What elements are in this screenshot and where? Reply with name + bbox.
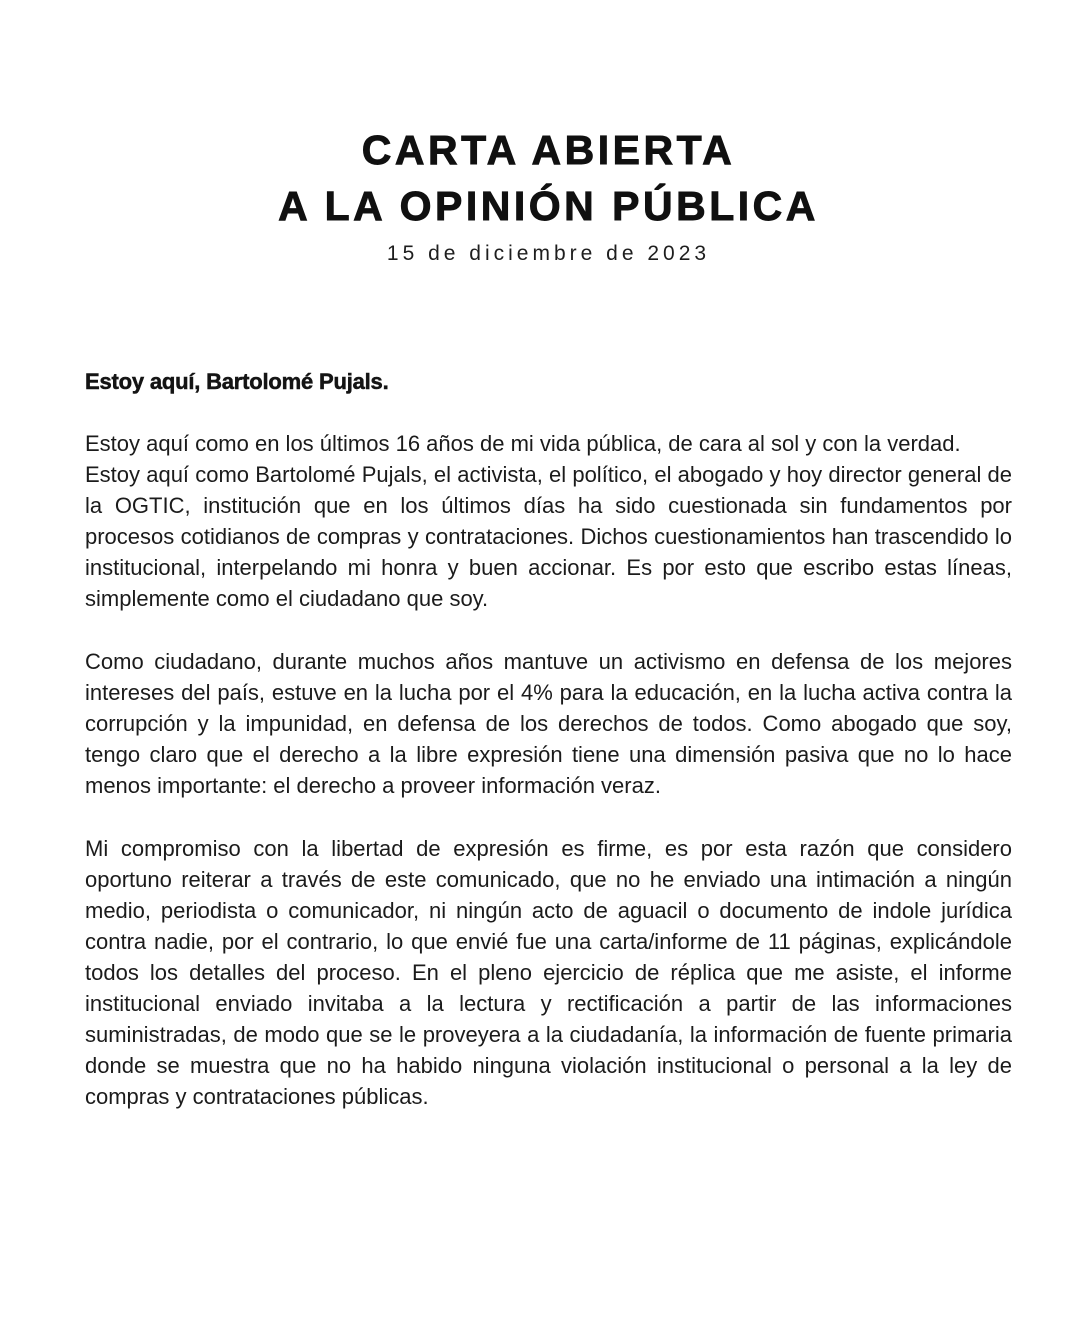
letter-title [85, 122, 1012, 234]
letter-title-line1: CARTA ABIERTA [361, 127, 736, 173]
letter-header [85, 122, 1012, 268]
letter-body [85, 366, 1012, 1112]
letter-paragraph-4: Mi compromiso con la libertad de expresión es firme, es por esta razón que considero oportuno reiterar a través de este comunicado, que no he enviado una intimación a ningún medio, periodista o comunicador, ni ningún acto de aguacil o documento de indole jurídica contra nadie, por el contrario, lo que envié fue una carta/informe de 11 páginas, explicándole todos los detalles del proceso. En el pleno ejercicio de réplica que me asiste, el informe institucional enviado invitaba a la lectura y rectificación a partir de las informaciones suministradas, de modo que se le proveyera a la ciudadanía, la información de fuente primaria donde se muestra que no ha habido ninguna violación institucional o personal a la ley de compras y contrataciones públicas. [85, 836, 1012, 1109]
letter-date: 15 de diciembre de 2023 [386, 242, 711, 265]
letter-paragraph-3: Como ciudadano, durante muchos años mantuve un activismo en defensa de los mejores intereses del país, estuve en la lucha por el 4% para la educación, en la lucha activa contra la corrupción y la impunidad, en defensa de los derechos de todos. Como abogado que soy, tengo claro que el derecho a la libre expresión tiene una dimensión pasiva que no lo hace menos importante: el derecho a proveer información veraz. [85, 649, 1012, 798]
letter-salutation: Estoy aquí, Bartolomé Pujals. [85, 369, 389, 394]
letter-paragraph-1: Estoy aquí como en los últimos 16 años de mi vida pública, de cara al sol y con la verdad. [85, 431, 961, 456]
letter-paragraph-2: Estoy aquí como Bartolomé Pujals, el activista, el político, el abogado y hoy director general de la OGTIC, institución que en los últimos días ha sido cuestionada sin fundamentos por procesos cotidianos de compras y contrataciones. Dichos cuestionamientos han trascendido lo institucional, interpelando mi honra y buen accionar. Es por esto que escribo estas líneas, simplemente como el ciudadano que soy. [85, 462, 1012, 611]
letter-title-line2: A LA OPINIÓN PÚBLICA [278, 183, 819, 229]
